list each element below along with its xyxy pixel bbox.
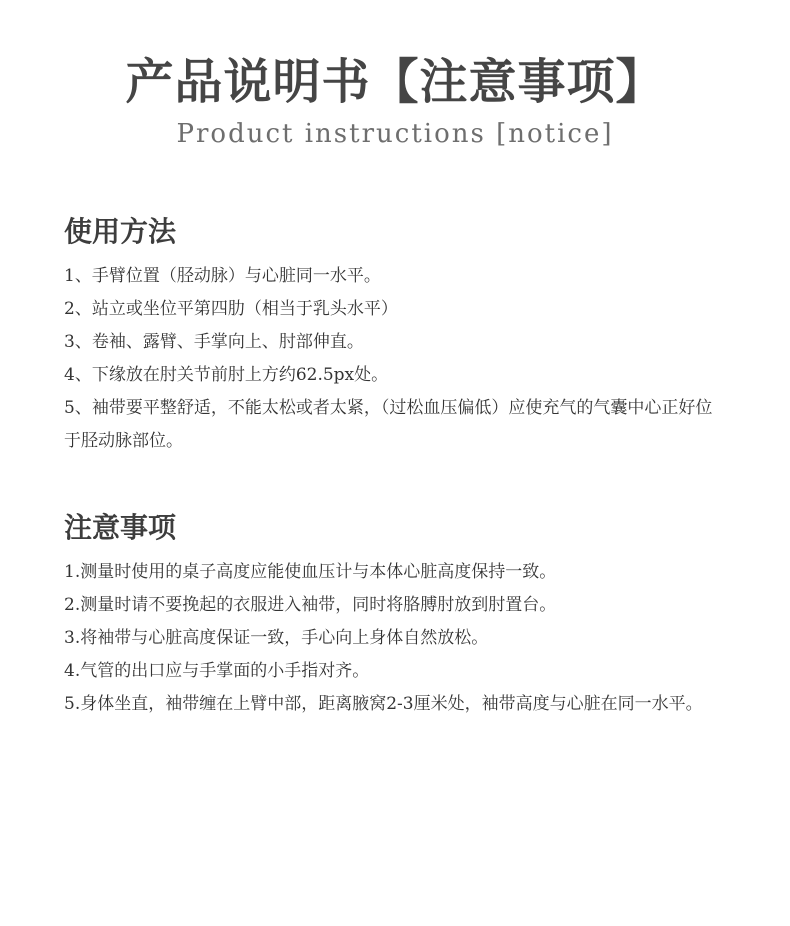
notice-item: 3.将袖带与心脏高度保证一致，手心向上身体自然放松。 <box>64 628 489 648</box>
page-title: 产品说明书【注意事项】 <box>125 54 665 110</box>
usage-item: 2、站立或坐位平第四肋（相当于乳头水平） <box>64 299 398 319</box>
notice-item: 4.气管的出口应与手掌面的小手指对齐。 <box>64 661 370 681</box>
usage-item: 1、手臂位置（胫动脉）与心脏同一水平。 <box>64 266 381 286</box>
notice-section <box>64 508 744 721</box>
usage-section <box>64 212 744 458</box>
usage-item: 3、卷袖、露臂、手掌向上、肘部伸直。 <box>64 332 364 352</box>
usage-heading: 使用方法 <box>64 215 177 248</box>
usage-item: 5、袖带要平整舒适，不能太松或者太紧，（过松血压偏低）应使充气的气囊中心正好位于胫动脉部位。 <box>64 398 713 451</box>
notice-heading: 注意事项 <box>64 511 177 544</box>
page-subtitle: Product instructions [notice] <box>176 119 614 149</box>
usage-item: 4、下缘放在肘关节前肘上方约62.5px处。 <box>64 365 389 385</box>
notice-item: 1.测量时使用的桌子高度应能使血压计与本体心脏高度保持一致。 <box>64 562 557 582</box>
notice-item: 5.身体坐直，袖带缠在上臂中部，距离腋窝2-3厘米处，袖带高度与心脏在同一水平。 <box>64 694 703 714</box>
notice-item: 2.测量时请不要挽起的衣服进入袖带，同时将胳膊肘放到肘置台。 <box>64 595 557 615</box>
